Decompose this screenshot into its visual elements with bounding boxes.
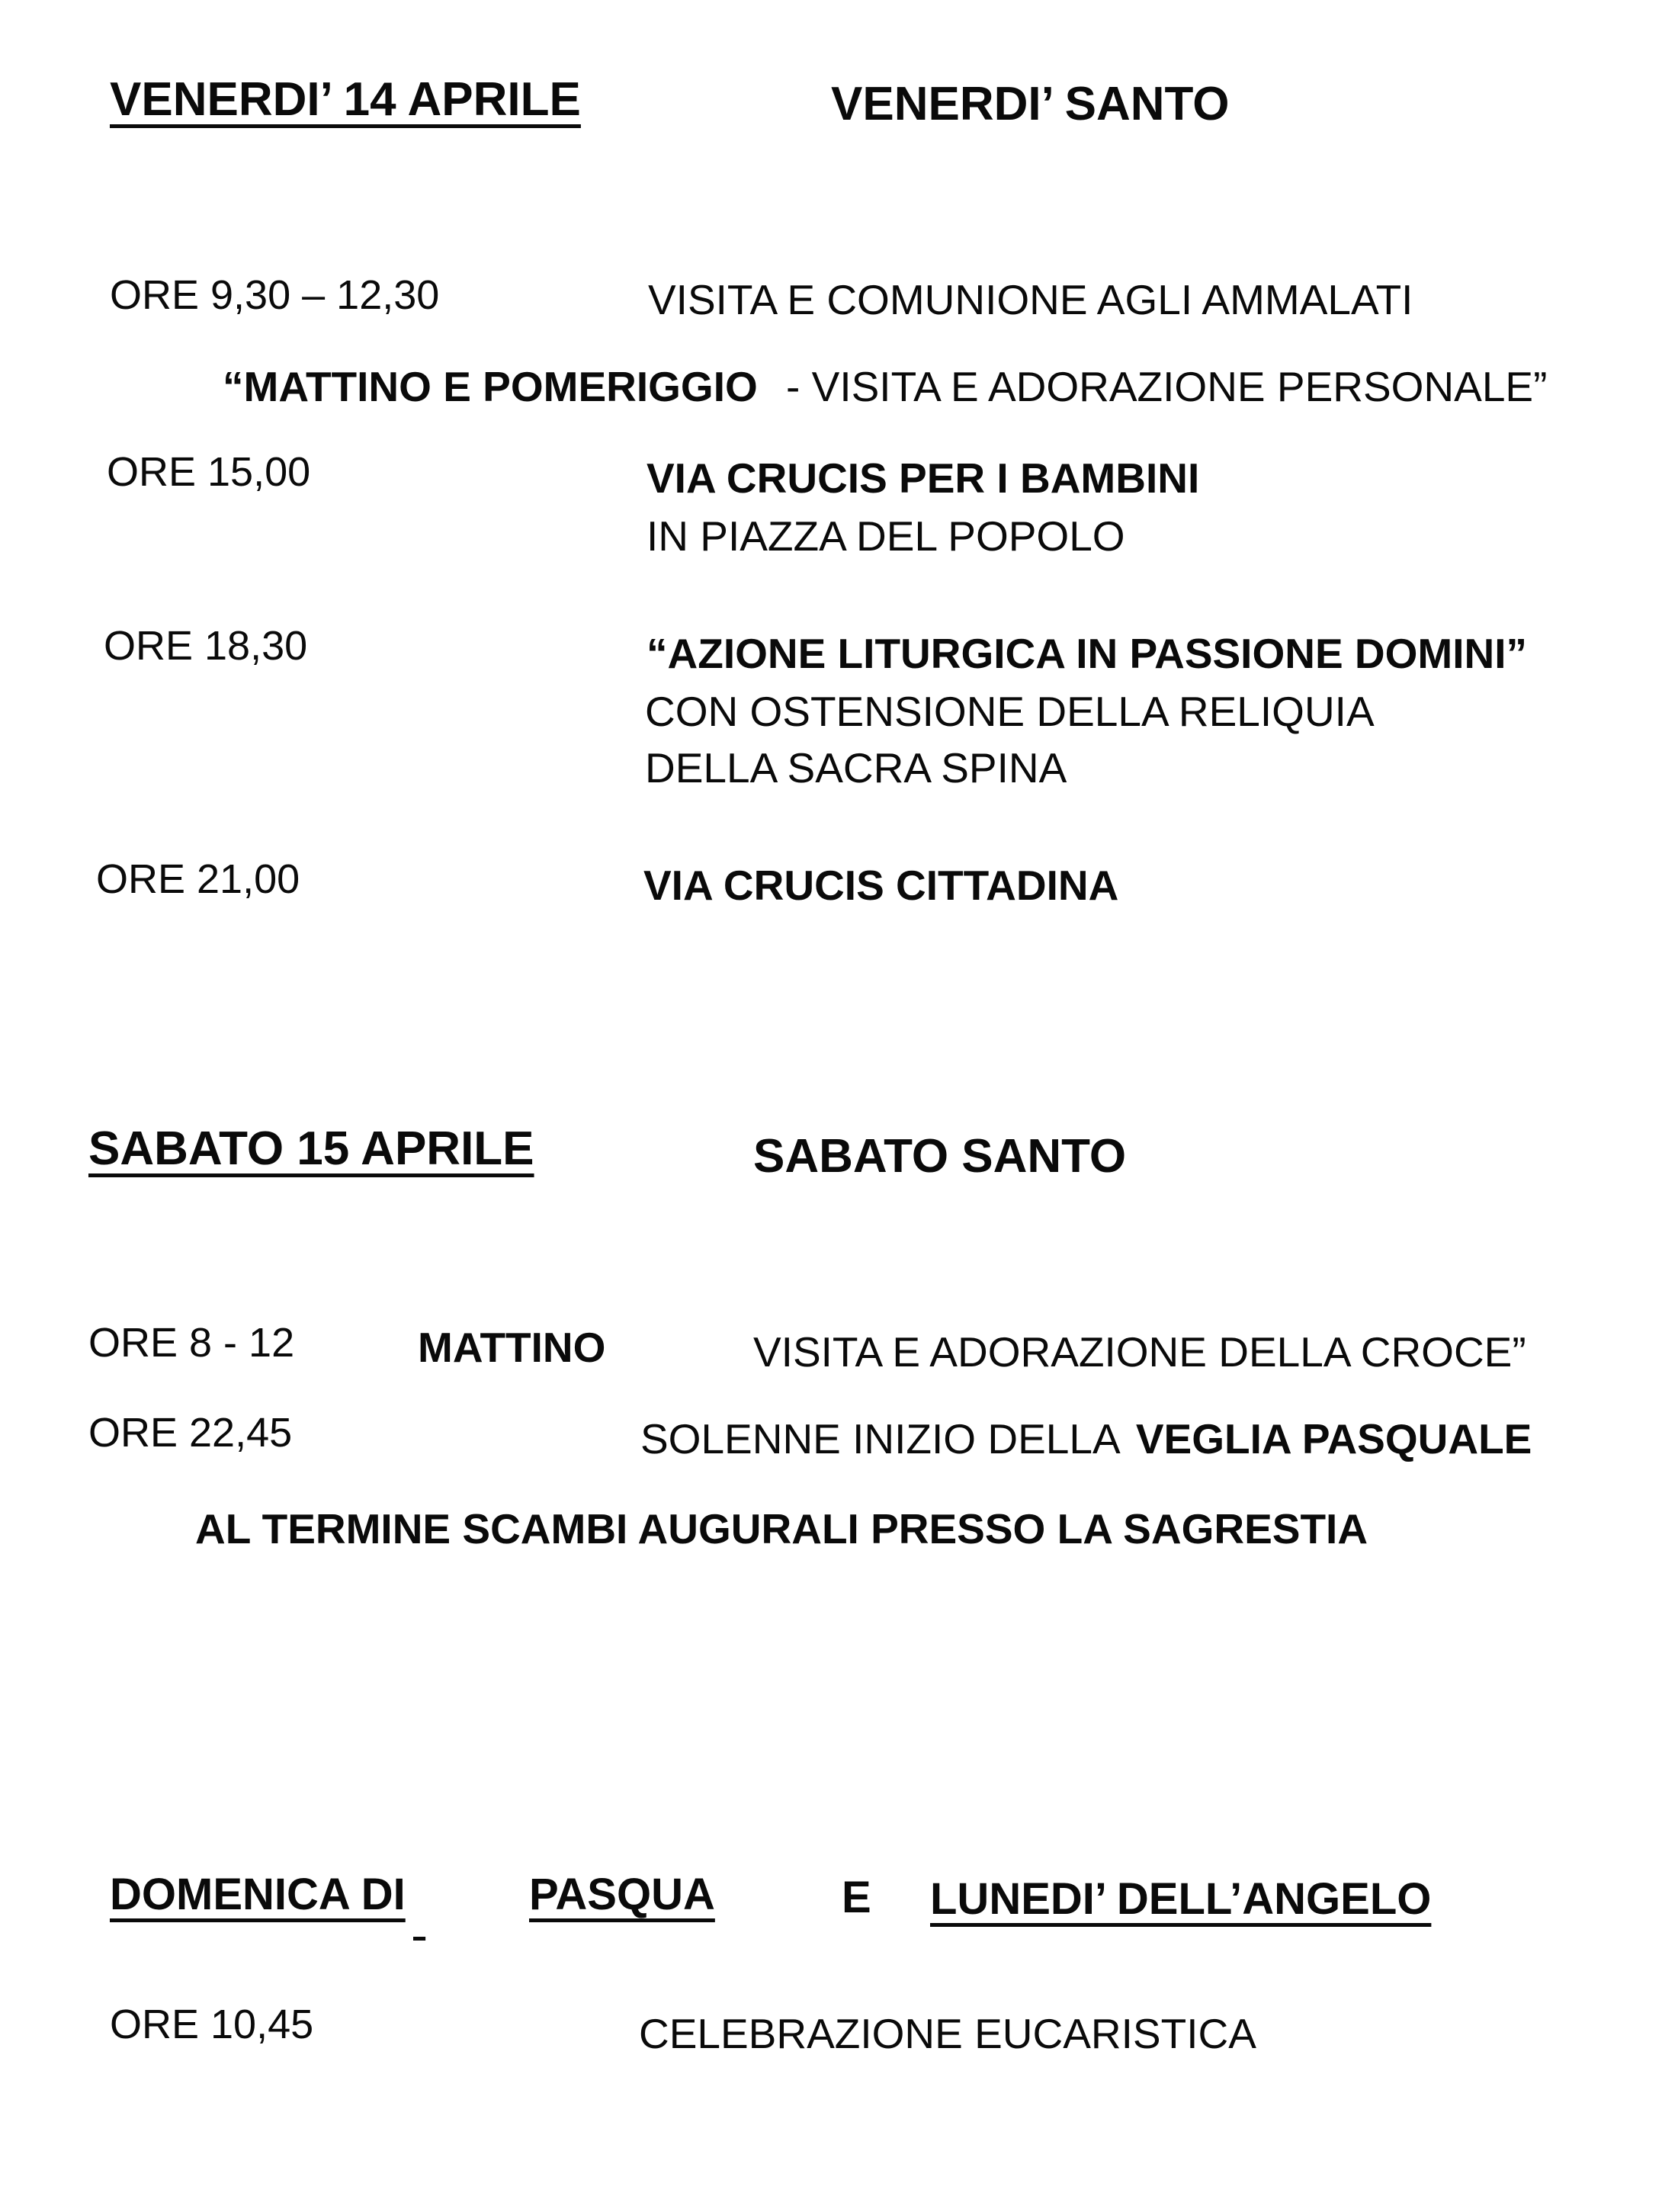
friday-event-2-time: ORE 15,00 [107, 449, 311, 495]
saturday-event-2-text [640, 1415, 1532, 1462]
saturday-event-2-time: ORE 22,45 [88, 1410, 293, 1456]
friday-event-1-text: VISITA E COMUNIONE AGLI AMMALATI [648, 276, 1413, 323]
friday-event-3-line3: DELLA SACRA SPINA [645, 744, 1067, 791]
friday-event-3-title: “AZIONE LITURGICA IN PASSIONE DOMINI” [646, 630, 1528, 677]
sunday-heading-part1: DOMENICA DI [110, 1870, 406, 1919]
sunday-event-1-time: ORE 10,45 [110, 2002, 314, 2047]
sunday-event-1-text: CELEBRAZIONE EUCARISTICA [639, 2010, 1256, 2057]
saturday-event-1-text: VISITA E ADORAZIONE DELLA CROCE” [753, 1328, 1526, 1376]
friday-note-rest: - VISITA E ADORAZIONE PERSONALE” [786, 363, 1548, 410]
friday-event-1-time: ORE 9,30 – 12,30 [110, 272, 440, 318]
saturday-event-1-time: ORE 8 - 12 [88, 1320, 295, 1366]
friday-event-3-line2: CON OSTENSIONE DELLA RELIQUIA [645, 688, 1375, 735]
saturday-closing: AL TERMINE SCAMBI AUGURALI PRESSO LA SAGRESTIA [195, 1505, 1368, 1552]
sunday-heading-part2: PASQUA [529, 1870, 715, 1919]
saturday-event-2-plain: SOLENNE INIZIO DELLA [640, 1415, 1118, 1462]
friday-date-heading: VENERDI’ 14 APRILE [110, 73, 581, 126]
saturday-event-2-bold: VEGLIA PASQUALE [1135, 1415, 1532, 1462]
saturday-event-1-label: MATTINO [418, 1324, 606, 1371]
friday-note-bold: “MATTINO E POMERIGGIO [223, 363, 758, 410]
sunday-heading-part3: LUNEDI’ DELL’ANGELO [930, 1874, 1432, 1924]
saturday-day-title: SABATO SANTO [753, 1130, 1127, 1183]
friday-event-2-title: VIA CRUCIS PER I BAMBINI [646, 454, 1200, 502]
friday-note [223, 363, 1548, 410]
sunday-heading-conj: E [842, 1873, 871, 1922]
friday-event-2-place: IN PIAZZA DEL POPOLO [646, 512, 1125, 560]
friday-event-4-title: VIA CRUCIS CITTADINA [643, 862, 1119, 909]
friday-day-title: VENERDI’ SANTO [831, 78, 1230, 130]
saturday-date-heading: SABATO 15 APRILE [88, 1122, 534, 1175]
friday-event-3-time: ORE 18,30 [104, 623, 308, 669]
friday-event-4-time: ORE 21,00 [96, 856, 300, 902]
sunday-heading-gap [413, 1891, 529, 1935]
